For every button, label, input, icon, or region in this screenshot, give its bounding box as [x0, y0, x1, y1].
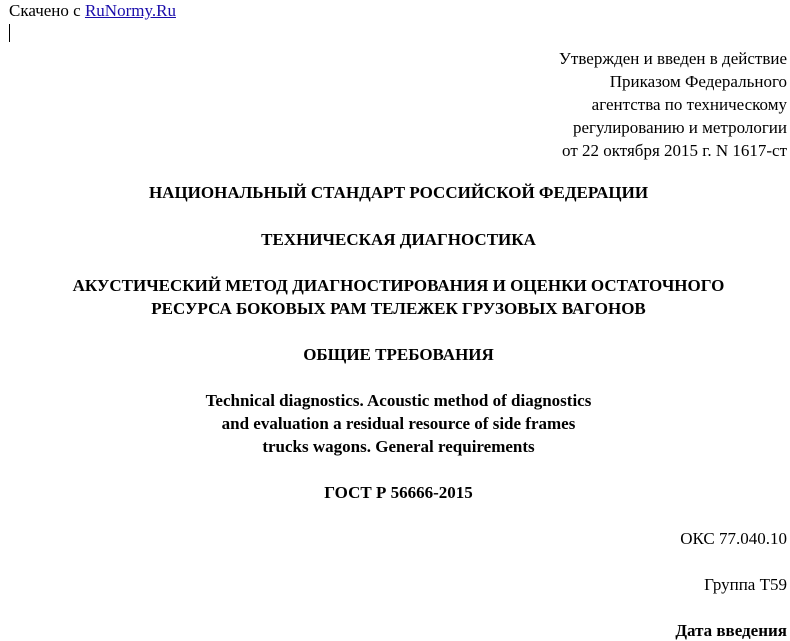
download-source-prefix: Скачено с [9, 1, 81, 20]
approval-block [559, 47, 787, 162]
part-heading: ОБЩИЕ ТРЕБОВАНИЯ [303, 345, 494, 364]
standard-name-line: РЕСУРСА БОКОВЫХ РАМ ТЕЛЕЖЕК ГРУЗОВЫХ ВАГОНОВ [151, 299, 646, 318]
approval-line: Приказом Федерального [609, 72, 787, 91]
english-title [0, 389, 790, 458]
gost-designation: ГОСТ Р 56666-2015 [324, 483, 473, 502]
download-source-line [9, 1, 176, 21]
runormy-link[interactable]: RuNormy.Ru [84, 1, 176, 20]
standard-name-heading [0, 274, 790, 320]
english-title-line: trucks wagons. General requirements [262, 437, 535, 456]
oks-code: ОКС 77.040.10 [680, 529, 787, 548]
approval-line: от 22 октября 2015 г. N 1617-ст [562, 141, 787, 160]
approval-line: Утвержден и введен в действие [558, 49, 787, 68]
standard-name-line: АКУСТИЧЕСКИЙ МЕТОД ДИАГНОСТИРОВАНИЯ И ОЦЕНКИ ОСТАТОЧНОГО [72, 276, 725, 295]
intro-date-label: Дата введения [675, 621, 787, 640]
approval-line: агентства по техническому [591, 95, 787, 114]
english-title-line: Technical diagnostics. Acoustic method of diagnostics [205, 391, 592, 410]
national-standard-heading: НАЦИОНАЛЬНЫЙ СТАНДАРТ РОССИЙСКОЙ ФЕДЕРАЦИИ [148, 183, 649, 202]
group-code: Группа Т59 [704, 575, 787, 594]
subject-heading: ТЕХНИЧЕСКАЯ ДИАГНОСТИКА [261, 230, 536, 249]
text-cursor [9, 24, 10, 42]
approval-line: регулированию и метрологии [572, 118, 787, 137]
english-title-line: and evaluation a residual resource of side frames [221, 414, 576, 433]
